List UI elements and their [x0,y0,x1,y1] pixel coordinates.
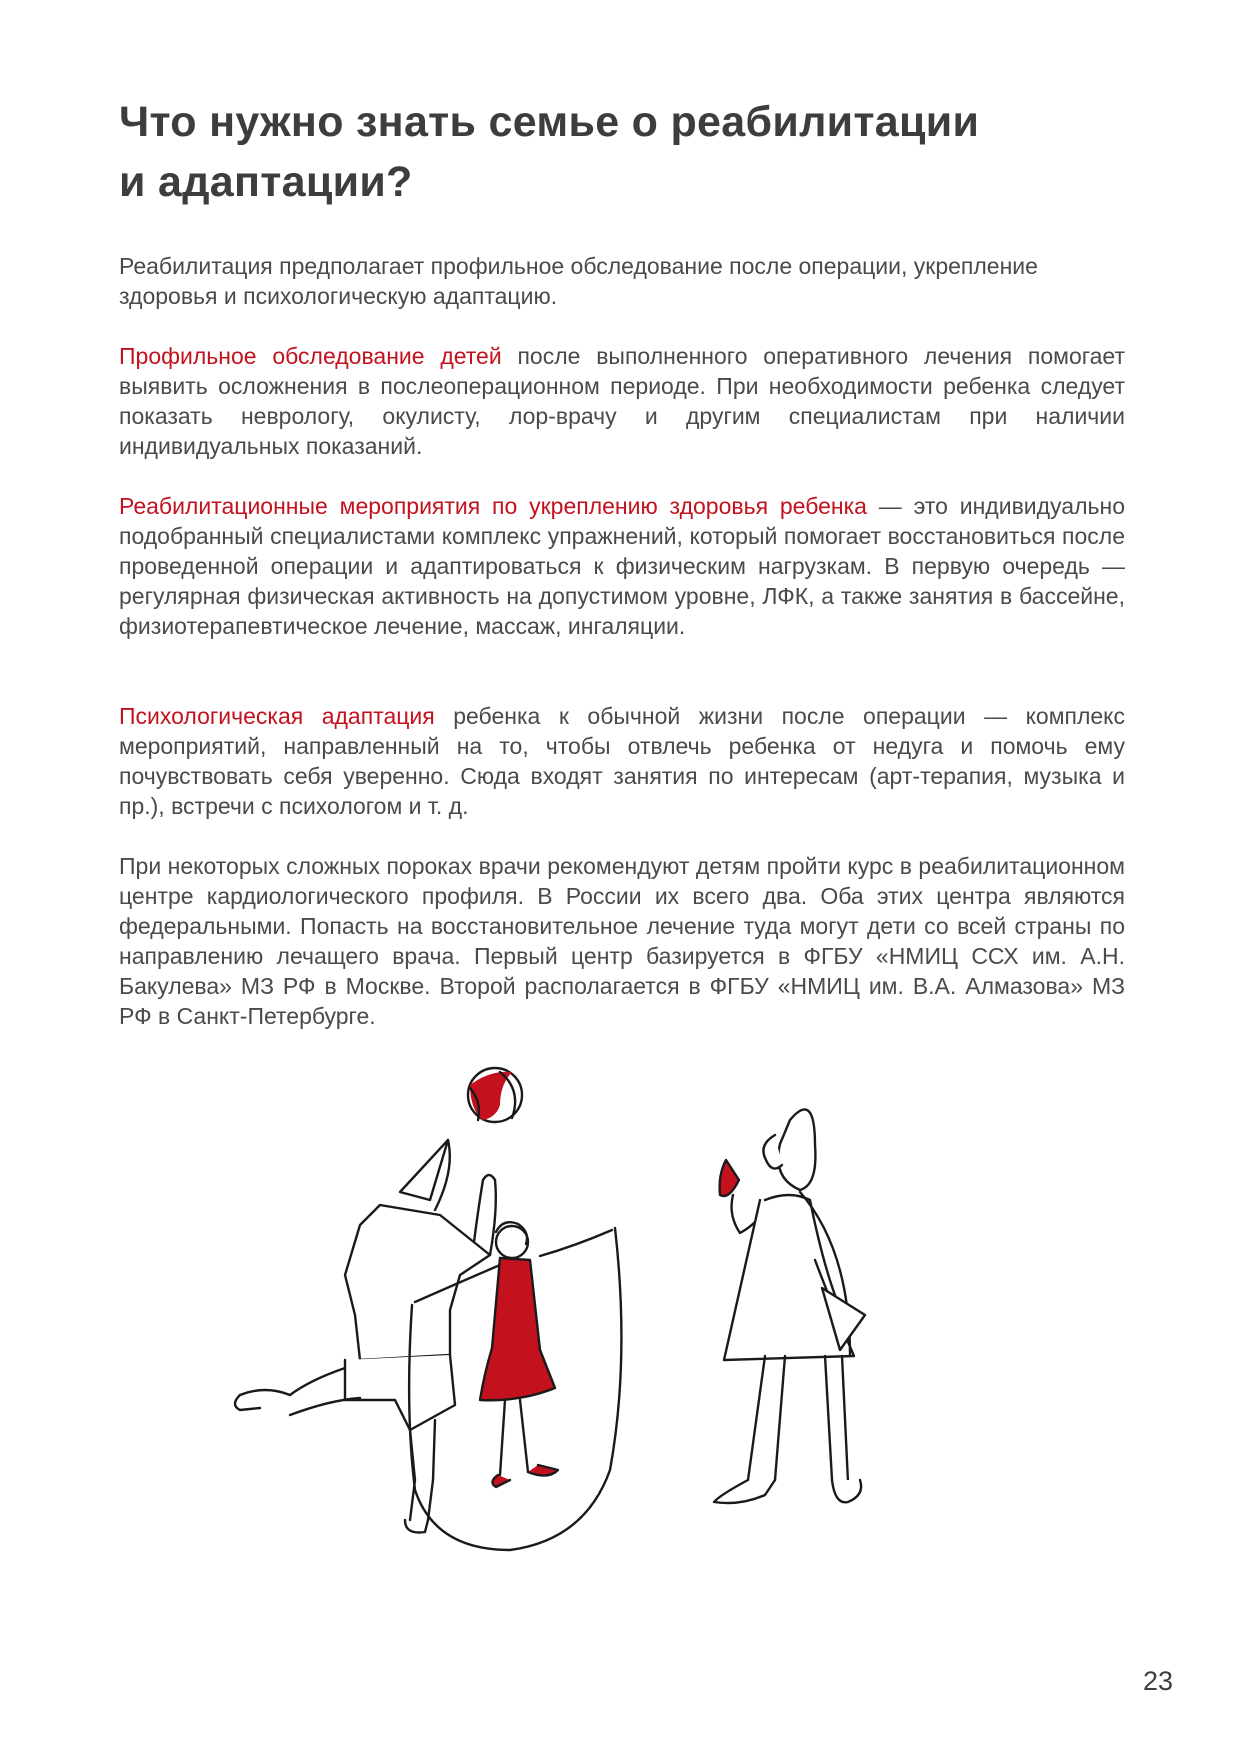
centers-paragraph: При некоторых сложных пороках врачи рекомендуют детям пройти курс в реабилитационном центре кардиологического профиля. В России их всего два. Оба этих центра являются федеральными. Попасть на восстановительное лечение туда могут дети со всей страны по направлению лечащего врача. Первый центр базируется в ФГБУ «НМИЦ ССХ им. А.Н. Бакулева» МЗ РФ в Москве. Второй располагается в ФГБУ «НМИЦ им. В.А. Алмазова» МЗ РФ в Санкт-Петербурге. [119,853,1125,1029]
health-paragraph [119,491,1125,641]
page-title [119,92,1119,212]
examination-highlight: Профильное обследование детей [119,343,502,369]
woman-drawing [714,1109,865,1503]
health-highlight: Реабилитационные мероприятия по укреплению здоровья ребенка [119,493,867,519]
intro-paragraph: Реабилитация предполагает профильное обследование после операции, укрепление здоровья и психологическую адаптацию. [119,253,1038,309]
family-activity-illustration [200,1050,980,1580]
page-title-line-1: Что нужно знать семье о реабилитации [119,98,980,146]
health-text: — это индивидуально подобранный специалистами комплекс упражнений, который помогает восстановиться после проведенной операции и адаптироваться к физическим нагрузкам. В первую очередь — регулярная физическая активность на допустимом уровне, ЛФК, а также занятия в бассейне, физиотерапевтическое лечение, массаж, ингаляции. [119,493,1125,639]
ball-drawing [468,1068,522,1122]
psychology-highlight: Психологическая адаптация [119,703,435,729]
boy-drawing [235,1140,496,1533]
psychology-text: ребенка к обычной жизни после операции — комплекс мероприятий, направленный на то, чтобы отвлечь ребенка от недуга и помочь ему почувствовать себя уверенно. Сюда входят занятия по интересам (арт-терапия, музыка и пр.), встречи с психологом и т. д. [119,703,1125,819]
examination-text: после выполненного оперативного лечения помогает выявить осложнения в послеоперационном периоде. При необходимости ребенка следует показать неврологу, окулисту, лор-врачу и другим специалистам при наличии индивидуальных показаний. [119,343,1125,459]
examination-paragraph [119,341,1125,461]
page-title-line-2: и адаптации? [119,158,413,206]
page-number: 23 [1142,1666,1173,1696]
psychology-paragraph [119,701,1125,821]
